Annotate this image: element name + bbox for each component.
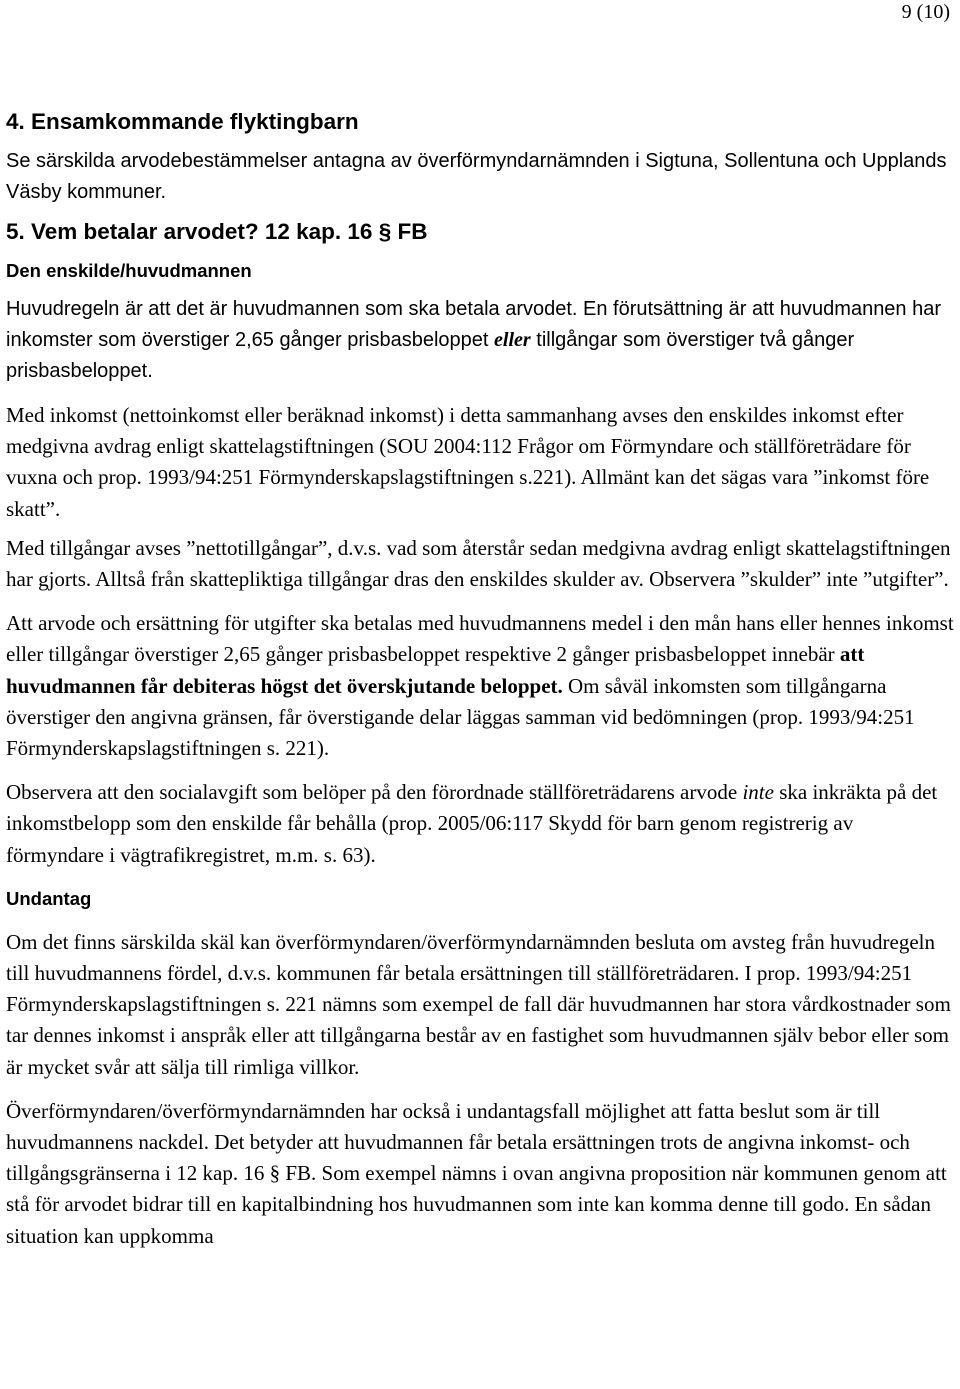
paragraph-socialavgift [6,777,954,871]
p5-start: Observera att den socialavgift som belöper på den förordnade ställföreträdarens arvode [6,780,743,805]
paragraph-inkomst: Med inkomst (nettoinkomst eller beräknad inkomst) i detta sammanhang avses den enskildes inkomst efter medgivna avdrag enligt skattelagstiftningen (SOU 2004:112 Frågor om Förmyndare och ställföreträdare för vuxna och prop. 1993/94:251 Förmynderskapslagstiftningen s.221). Allmänt kan det sägas vara ”inkomst före skatt”. [6,403,930,521]
p4-start: Att arvode och ersättning för utgifter ska betalas med huvudmannens medel i den mån hans eller hennes inkomst eller tillgångar överstiger 2,65 gånger prisbasbeloppet respektive 2 gånger prisbasbeloppet innebär [6,611,954,667]
paragraph-symbol: § [378,219,392,244]
heading-5-prefix: 5. Vem betalar arvodet? 12 kap. 16 [6,219,379,244]
p5-italic: inte [742,780,774,805]
p5-end: ska inkräkta på det inkomstbelopp som den enskilde får behålla (prop. 2005/06:117 Skydd för barn genom registrerig av förmyndare i vägtrafikregistret, m.m. s. 63). [6,780,938,867]
document-body [6,106,954,1252]
subheading-huvudmannen: Den enskilde/huvudmannen [6,260,252,281]
paragraph-huvudregeln [6,294,954,387]
section-heading-5 [6,216,954,248]
paragraph-undantag-2: Överförmyndaren/överförmyndarnämnden har också i undantagsfall möjlighet att fatta beslut som är till huvudmannens nackdel. Det betyder att huvudmannen får betala ersättningen trots de angivna inkomst- och tillgångsgränserna i 12 kap. 16 § FB. Som exempel nämns i ovan angivna proposition när kommunen genom att stå för arvodet bidrar till en kapitalbindning hos huvudmannen som inte kan komma denne till godo. En sådan situation kan uppkomma [6,1098,947,1248]
paragraph-undantag-1: Om det finns särskilda skäl kan överförmyndaren/överförmyndarnämnden besluta om avsteg från huvudregeln till huvudmannens fördel, d.v.s. kommunen får betala ersättningen till ställföreträdaren. I prop. 1993/94:251 Förmynderskapslagstiftningen s. 221 nämns som exempel de fall där huvudmannen har stora vårdkostnader som tar dennes inkomst i anspråk eller att tillgångarna består av en fastighet som huvudmannen själv bebor eller som är mycket svår att sälja till rimliga villkor. [6,929,951,1079]
p1-rest: tillgångar som överstiger två gånger prisbasbeloppet. [6,329,855,382]
section-4-text: Se särskilda arvodebestämmelser antagna av överförmyndarnämnden i Sigtuna, Sollentuna och Upplands Väsby kommuner. [6,150,947,203]
p1-emphasis: eller [494,329,531,351]
paragraph-arvode [6,608,954,764]
section-heading-4: 4. Ensamkommande flyktingbarn [6,109,359,134]
page-number: 9 (10) [901,1,950,23]
subheading-undantag: Undantag [6,887,92,909]
p1-text: Huvudregeln är att det är huvudmannen som ska betala arvodet. En förutsättning är att huvudmannen har inkomster som överstiger 2,65 gånger prisbasbeloppet [6,298,942,351]
heading-5-suffix: FB [391,219,428,244]
p4-bold: att huvudmannen får debiteras högst det överskjutande beloppet. [6,642,865,698]
p4-end: Om såväl inkomsten som tillgångarna överstiger den angivna gränsen, får överstigande delar läggas samman vid bedömningen (prop. 1993/94:251 Förmynderskapslagstiftningen s. 221). [6,673,915,761]
paragraph-tillgangar: Med tillgångar avses ”nettotillgångar”, d.v.s. vad som återstår sedan medgivna avdrag enligt skattelagstiftningen har gjorts. Alltså från skattepliktiga tillgångar dras den enskildes skulder av. Observera ”skulder” inte ”utgifter”. [6,535,951,592]
